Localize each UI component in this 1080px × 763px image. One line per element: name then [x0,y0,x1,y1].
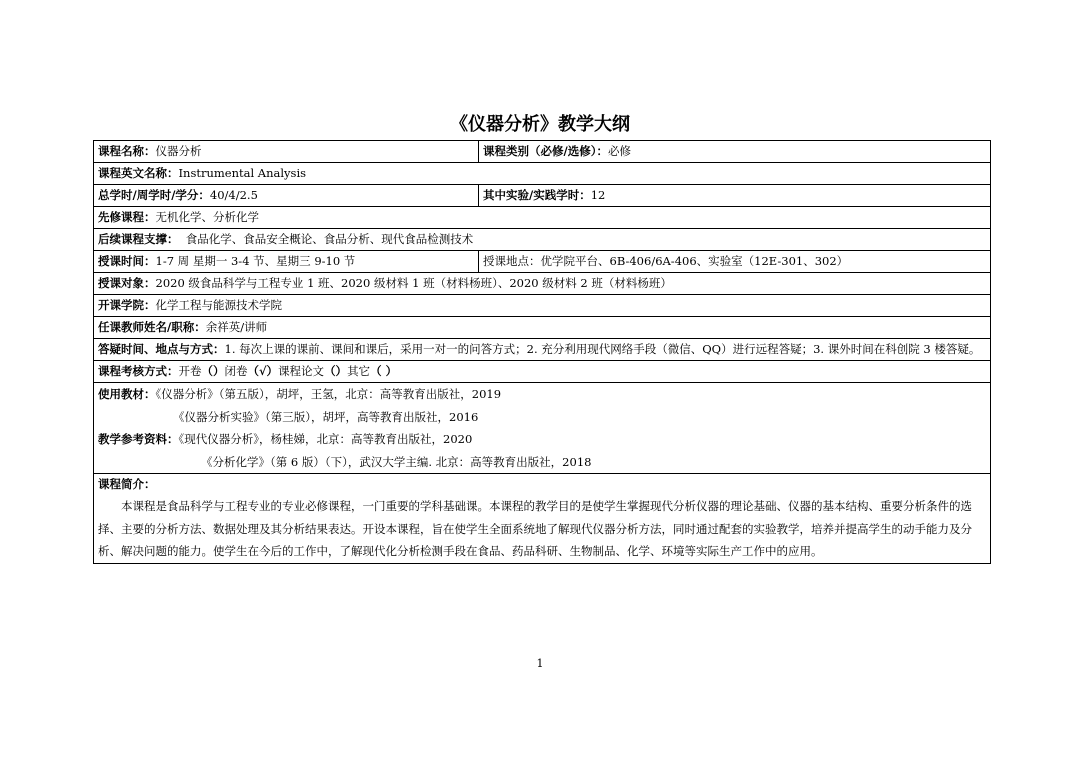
reference-item: 《分析化学》（第 6 版）（下），武汉大学主编. 北京：高等教育出版社，2018 [201,454,592,469]
intro-label: 课程简介： [98,477,156,491]
assessment-paper-mark: （） [324,364,348,378]
prerequisites-cell [94,207,991,229]
college-cell [94,295,991,317]
row-college [94,295,991,317]
row-english-name [94,163,991,185]
teacher-label: 任课教师姓名/职称： [98,320,206,334]
hours-cell [94,185,479,207]
textbook-item: 《仪器分析实验》（第三版），胡坪，高等教育出版社，2016 [173,409,479,424]
location-value: 授课地点：优学院平台、6B-406/6A-406、实验室（12E-301、302） [483,254,849,268]
college-label: 开课学院： [98,298,156,312]
row-prerequisites [94,207,991,229]
references-label: 教学参考资料： [98,432,179,446]
lab-hours-label: 其中实验/实践学时： [483,188,591,202]
assessment-cell [94,361,991,383]
textbook-line-2 [98,406,986,429]
textbook-item: 《仪器分析》（第五版），胡坪，王氢，北京：高等教育出版社，2019 [155,387,502,401]
row-qa [94,339,991,361]
hours-label: 总学时/周学时/学分： [98,188,210,202]
row-schedule [94,251,991,273]
row-audience [94,273,991,295]
english-name-label: 课程英文名称： [98,166,179,180]
course-type-cell [479,141,991,163]
follow-up-value: 食品化学、食品安全概论、食品分析、现代食品检测技术 [178,232,474,246]
english-name-cell [94,163,991,185]
row-assessment [94,361,991,383]
reference-line-1 [98,428,986,451]
assessment-open-mark: （） [201,364,225,378]
course-name-cell [94,141,479,163]
qa-value: 1. 每次上课的课前、课间和课后，采用一对一的问答方式；2. 充分利用现代网络手段（微信、QQ）进行远程答疑；3. 课外时间在科创院 3 楼答疑。 [224,342,981,356]
lab-hours-value: 12 [590,188,606,202]
assessment-closed-mark: （√） [247,364,279,378]
location-cell [479,251,991,273]
audience-cell [94,273,991,295]
college-value: 化学工程与能源技术学院 [155,298,282,312]
lab-hours-cell [479,185,991,207]
assessment-closed: 闭卷 [224,364,248,378]
intro-cell [94,474,991,564]
row-hours [94,185,991,207]
row-teacher [94,317,991,339]
textbook-line-1 [98,383,986,406]
course-type-label: 课程类别（必修/选修）： [483,144,608,158]
qa-cell [94,339,991,361]
teacher-value: 余祥英/讲师 [205,320,268,334]
syllabus-table [93,140,991,564]
document-title: 《仪器分析》教学大纲 [450,114,630,135]
assessment-paper: 课程论文 [278,364,325,378]
row-intro [94,474,991,564]
prerequisites-value: 无机化学、分析化学 [155,210,259,224]
schedule-label: 授课时间： [98,254,156,268]
schedule-value: 1-7 周 星期一 3-4 节、星期三 9-10 节 [155,254,356,268]
assessment-other-mark: （ ） [370,364,398,378]
hours-value: 40/4/2.5 [209,188,258,202]
reference-line-2 [98,451,986,474]
course-name-label: 课程名称： [98,144,156,158]
page-number: 1 [536,657,544,670]
materials-cell [94,383,991,474]
schedule-cell [94,251,479,273]
follow-up-label: 后续课程支撑： [98,232,179,246]
prerequisites-label: 先修课程： [98,210,156,224]
row-course-name [94,141,991,163]
textbooks-label: 使用教材： [98,387,156,401]
reference-item: 《现代仪器分析》，杨桂娣，北京：高等教育出版社，2020 [178,432,473,446]
teacher-cell [94,317,991,339]
assessment-open: 开卷 [178,364,202,378]
english-name-value: Instrumental Analysis [178,166,307,180]
course-type-value: 必修 [607,144,631,158]
audience-value: 2020 级食品科学与工程专业 1 班、2020 级材料 1 班（材料杨班）、2020 级材料 2 班（材料杨班） [155,276,672,290]
assessment-label: 课程考核方式： [98,364,179,378]
course-name-value: 仪器分析 [155,144,202,158]
qa-label: 答疑时间、地点与方式： [98,342,225,356]
intro-paragraph: 本课程是食品科学与工程专业的专业必修课程，一门重要的学科基础课。本课程的教学目的是使学生掌握现代分析仪器的理论基础、仪器的基本结构、重要分析条件的选择、主要的分析方法、数据处理及其分析结果表达。开设本课程，旨在使学生全面系统地了解现代仪器分析方法，同时通过配套的实验教学，培养并提高学生的动手能力及分析、解决问题的能力。使学生在今后的工作中，了解现代化分析检测手段在食品、药品科研、生物制品、化学、环境等实际生产工作中的应用。 [98,499,972,558]
row-follow-up [94,229,991,251]
row-materials [94,383,991,474]
assessment-other: 其它 [347,364,371,378]
follow-up-cell [94,229,991,251]
audience-label: 授课对象： [98,276,156,290]
